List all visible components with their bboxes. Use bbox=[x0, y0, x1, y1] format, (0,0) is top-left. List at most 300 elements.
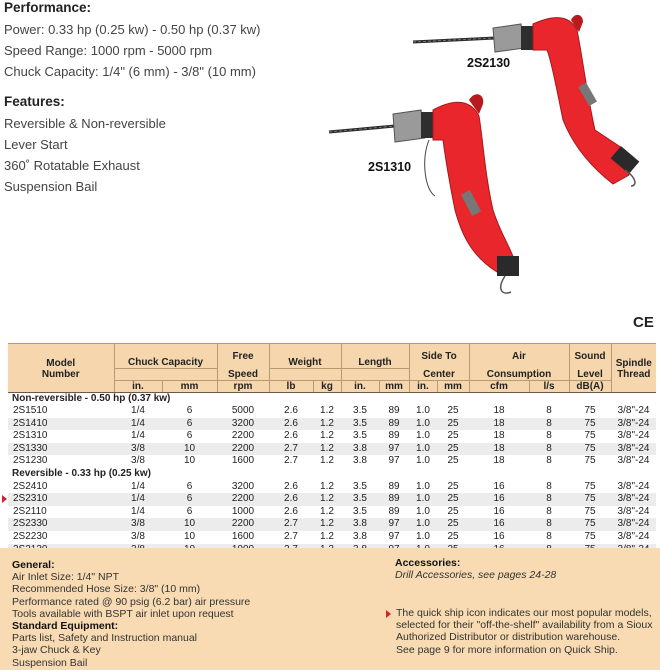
table-cell bbox=[437, 481, 469, 494]
table-cell bbox=[529, 493, 569, 506]
quick-ship-icon bbox=[386, 610, 391, 618]
col-header-model-sub: Number bbox=[8, 369, 114, 381]
cell-value: 1.0 bbox=[416, 493, 430, 505]
cell-value: 1.0 bbox=[416, 518, 430, 530]
table-cell bbox=[469, 455, 529, 468]
cell-value: 2.6 bbox=[284, 505, 298, 517]
table-cell bbox=[379, 405, 409, 418]
col-header-spindle-sub: Thread bbox=[611, 369, 656, 381]
table-cell bbox=[469, 481, 529, 494]
table-cell bbox=[437, 506, 469, 519]
cell-value: 75 bbox=[584, 518, 596, 530]
table-cell bbox=[529, 481, 569, 494]
quick-ship-line: See page 9 for more information on Quick Ship. bbox=[396, 643, 618, 656]
unit-header: in. bbox=[114, 380, 162, 392]
cell-value: 18 bbox=[493, 455, 505, 467]
cell-value: 1.2 bbox=[320, 442, 334, 454]
col-header-free-speed: Free bbox=[217, 344, 269, 369]
table-cell bbox=[217, 418, 269, 431]
cell-value: 1/4 bbox=[131, 493, 145, 505]
ce-mark: CE bbox=[633, 314, 654, 331]
cell-value: 3200 bbox=[231, 417, 255, 429]
feature-line: Suspension Bail bbox=[4, 179, 98, 194]
cell-value: 1.0 bbox=[416, 531, 430, 543]
table-cell bbox=[529, 455, 569, 468]
model-number-cell bbox=[8, 455, 114, 468]
cell-value: 1.2 bbox=[320, 505, 334, 517]
table-cell bbox=[569, 455, 611, 468]
cell-value: 25 bbox=[447, 442, 459, 454]
table-cell bbox=[217, 518, 269, 531]
cell-value: 89 bbox=[388, 480, 400, 492]
model-number: 2S1310 bbox=[13, 430, 48, 442]
table-cell bbox=[313, 506, 341, 519]
table-cell bbox=[469, 518, 529, 531]
unit-header: kg bbox=[313, 380, 341, 392]
table-cell bbox=[114, 481, 162, 494]
cell-value: 6 bbox=[186, 493, 193, 505]
model-number-cell bbox=[8, 418, 114, 431]
product-illustration bbox=[325, 0, 660, 310]
table-cell bbox=[114, 443, 162, 456]
table-cell bbox=[162, 481, 217, 494]
table-cell bbox=[217, 493, 269, 506]
feature-line: Reversible & Non-reversible bbox=[4, 116, 166, 131]
cell-value: 8 bbox=[546, 531, 552, 543]
cell-value: 75 bbox=[584, 405, 596, 417]
cell-value: 75 bbox=[584, 531, 596, 543]
table-cell bbox=[469, 430, 529, 443]
cell-value: 97 bbox=[388, 518, 400, 530]
cell-value: 89 bbox=[388, 417, 400, 429]
cell-value: 3/8"-24 bbox=[617, 518, 650, 530]
table-cell bbox=[162, 518, 217, 531]
equipment-heading: Standard Equipment: bbox=[12, 620, 119, 633]
quick-ship-line: Authorized Distributor or distribution warehouse. bbox=[396, 631, 621, 644]
accessories-heading: Accessories: bbox=[395, 557, 461, 569]
table-cell bbox=[469, 531, 529, 544]
cell-value: 3.5 bbox=[353, 505, 367, 517]
table-cell bbox=[437, 531, 469, 544]
col-header-free-speed-sub: Speed bbox=[217, 369, 269, 381]
cell-value: 2.6 bbox=[284, 430, 298, 442]
cell-value: 8 bbox=[546, 405, 552, 417]
cell-value: 1.2 bbox=[320, 518, 334, 530]
col-header-spindle: Spindle bbox=[611, 344, 656, 369]
col-header-chuck: Chuck Capacity bbox=[114, 344, 217, 369]
cell-value: 1.0 bbox=[416, 417, 430, 429]
model-number: 2S2410 bbox=[13, 480, 48, 492]
table-cell bbox=[409, 443, 437, 456]
table-cell bbox=[529, 518, 569, 531]
table-cell bbox=[341, 443, 379, 456]
table-row bbox=[8, 430, 656, 443]
cell-value: 8 bbox=[546, 442, 552, 454]
cell-value: 2.6 bbox=[284, 480, 298, 492]
cell-value: 25 bbox=[447, 405, 459, 417]
cell-value: 10 bbox=[183, 518, 196, 530]
quick-ship-note bbox=[396, 607, 652, 656]
cell-value: 8 bbox=[546, 505, 552, 517]
general-section bbox=[12, 559, 250, 669]
table-cell bbox=[341, 405, 379, 418]
table-cell bbox=[162, 493, 217, 506]
length-spacer bbox=[341, 369, 409, 381]
table-cell bbox=[611, 518, 656, 531]
cell-value: 18 bbox=[493, 442, 505, 454]
table-cell bbox=[269, 430, 313, 443]
table-cell bbox=[269, 506, 313, 519]
cell-value: 1.0 bbox=[416, 405, 430, 417]
cell-value: 3/8 bbox=[131, 442, 145, 454]
table-cell bbox=[379, 493, 409, 506]
cell-value: 2200 bbox=[231, 442, 255, 454]
cell-value: 75 bbox=[584, 505, 596, 517]
cell-value: 3/8"-24 bbox=[617, 430, 650, 442]
cell-value: 2.6 bbox=[284, 417, 298, 429]
cell-value: 16 bbox=[493, 531, 505, 543]
table-cell bbox=[114, 405, 162, 418]
table-cell bbox=[269, 405, 313, 418]
cell-value: 3/8"-24 bbox=[617, 417, 650, 429]
cell-value: 10 bbox=[183, 455, 196, 467]
cell-value: 75 bbox=[584, 442, 596, 454]
model-number-cell bbox=[8, 493, 114, 506]
unit-header: lb bbox=[269, 380, 313, 392]
cell-value: 97 bbox=[388, 455, 400, 467]
model-number-cell bbox=[8, 518, 114, 531]
col-header-side: Side To bbox=[409, 344, 469, 369]
cell-value: 1.0 bbox=[416, 430, 430, 442]
col-header-sound-sub: Level bbox=[569, 369, 611, 381]
cell-value: 10 bbox=[183, 531, 196, 543]
accessories-line: Drill Accessories, see pages 24-28 bbox=[395, 569, 557, 582]
cell-value: 3.8 bbox=[353, 518, 367, 530]
table-cell bbox=[162, 455, 217, 468]
col-header-side-sub: Center bbox=[409, 369, 469, 381]
cell-value: 18 bbox=[493, 417, 505, 429]
cell-value: 8 bbox=[546, 455, 552, 467]
table-cell bbox=[313, 531, 341, 544]
table-cell bbox=[379, 481, 409, 494]
table-cell bbox=[611, 455, 656, 468]
unit-spacer bbox=[611, 380, 656, 392]
table-cell bbox=[611, 405, 656, 418]
feature-line: 360˚ Rotatable Exhaust bbox=[4, 158, 140, 173]
table-cell bbox=[611, 531, 656, 544]
cell-value: 3/8 bbox=[131, 455, 145, 467]
table-cell bbox=[611, 430, 656, 443]
col-header-model: Model bbox=[8, 344, 114, 369]
model-number-cell bbox=[8, 506, 114, 519]
table-cell bbox=[409, 493, 437, 506]
col-header-air: Air bbox=[469, 344, 569, 369]
table-row bbox=[8, 531, 656, 544]
cell-value: 89 bbox=[388, 430, 400, 442]
model-number-cell bbox=[8, 481, 114, 494]
table-cell bbox=[529, 405, 569, 418]
cell-value: 2.7 bbox=[284, 455, 298, 467]
table-cell bbox=[569, 506, 611, 519]
cell-value: 5000 bbox=[231, 405, 255, 417]
col-header-sound: Sound bbox=[569, 344, 611, 369]
table-cell bbox=[114, 430, 162, 443]
table-cell bbox=[269, 455, 313, 468]
cell-value: 75 bbox=[584, 493, 596, 505]
cell-value: 1600 bbox=[231, 455, 255, 467]
cell-value: 1.2 bbox=[320, 405, 334, 417]
unit-header: rpm bbox=[217, 380, 269, 392]
table-cell bbox=[313, 455, 341, 468]
table-cell bbox=[437, 518, 469, 531]
table-cell bbox=[469, 405, 529, 418]
cell-value: 2.7 bbox=[284, 442, 298, 454]
table-cell bbox=[114, 493, 162, 506]
table-cell bbox=[437, 455, 469, 468]
table-cell bbox=[569, 481, 611, 494]
table-cell bbox=[569, 430, 611, 443]
drill-2s1310-image bbox=[329, 94, 519, 293]
table-cell bbox=[114, 531, 162, 544]
model-number: 2S1330 bbox=[13, 442, 48, 454]
table-cell bbox=[217, 405, 269, 418]
accessories-section bbox=[395, 557, 556, 581]
cell-value: 16 bbox=[493, 480, 505, 492]
cell-value: 2200 bbox=[231, 430, 255, 442]
table-cell bbox=[162, 531, 217, 544]
chuck-spacer bbox=[114, 369, 217, 381]
table-cell bbox=[341, 506, 379, 519]
table-cell bbox=[469, 418, 529, 431]
cell-value: 3.5 bbox=[353, 417, 367, 429]
cell-value: 8 bbox=[546, 493, 552, 505]
table-cell bbox=[437, 443, 469, 456]
table-cell bbox=[313, 493, 341, 506]
table-cell bbox=[114, 455, 162, 468]
group-header-row bbox=[8, 392, 656, 405]
cell-value: 2200 bbox=[231, 493, 255, 505]
table-cell bbox=[529, 430, 569, 443]
cell-value: 3/8"-24 bbox=[617, 405, 650, 417]
table-cell bbox=[269, 531, 313, 544]
table-cell bbox=[611, 493, 656, 506]
table-row bbox=[8, 455, 656, 468]
table-cell bbox=[569, 518, 611, 531]
table-cell bbox=[341, 518, 379, 531]
table-cell bbox=[313, 443, 341, 456]
cell-value: 8 bbox=[546, 417, 552, 429]
cell-value: 3.8 bbox=[353, 455, 367, 467]
table-cell bbox=[217, 455, 269, 468]
table-cell bbox=[269, 518, 313, 531]
performance-heading: Performance: bbox=[4, 0, 92, 15]
table-row bbox=[8, 405, 656, 418]
cell-value: 3.8 bbox=[353, 442, 367, 454]
table-cell bbox=[379, 531, 409, 544]
cell-value: 25 bbox=[447, 455, 459, 467]
table-cell bbox=[569, 418, 611, 431]
table-cell bbox=[217, 531, 269, 544]
cell-value: 89 bbox=[388, 493, 400, 505]
table-cell bbox=[313, 430, 341, 443]
table-cell bbox=[162, 506, 217, 519]
table-cell bbox=[611, 506, 656, 519]
table-cell bbox=[162, 430, 217, 443]
cell-value: 25 bbox=[447, 417, 459, 429]
cell-value: 3/8"-24 bbox=[617, 480, 650, 492]
table-cell bbox=[217, 506, 269, 519]
cell-value: 89 bbox=[388, 505, 400, 517]
quick-ship-icon bbox=[2, 495, 7, 503]
table-cell bbox=[569, 531, 611, 544]
model-number: 2S1510 bbox=[13, 405, 48, 417]
table-cell bbox=[313, 418, 341, 431]
col-header-weight: Weight bbox=[269, 344, 341, 369]
drill-images bbox=[325, 0, 660, 310]
equipment-line: 3-jaw Chuck & Key bbox=[12, 644, 101, 657]
table-cell bbox=[269, 418, 313, 431]
cell-value: 75 bbox=[584, 430, 596, 442]
table-cell bbox=[379, 443, 409, 456]
cell-value: 3/8"-24 bbox=[617, 505, 650, 517]
table-cell bbox=[114, 518, 162, 531]
cell-value: 1.2 bbox=[320, 455, 334, 467]
cell-value: 75 bbox=[584, 417, 596, 429]
table-cell bbox=[379, 455, 409, 468]
table-cell bbox=[341, 418, 379, 431]
table-cell bbox=[341, 430, 379, 443]
performance-line: Power: 0.33 hp (0.25 kw) - 0.50 hp (0.37 kw) bbox=[4, 22, 261, 37]
cell-value: 1/4 bbox=[131, 505, 145, 517]
cell-value: 25 bbox=[447, 430, 459, 442]
table-row bbox=[8, 506, 656, 519]
features-heading: Features: bbox=[4, 94, 65, 109]
cell-value: 8 bbox=[546, 430, 552, 442]
cell-value: 1/4 bbox=[131, 417, 145, 429]
cell-value: 25 bbox=[447, 518, 459, 530]
table-cell bbox=[409, 405, 437, 418]
table-cell bbox=[162, 443, 217, 456]
model-number-cell bbox=[8, 531, 114, 544]
table-cell bbox=[379, 506, 409, 519]
unit-header: in. bbox=[409, 380, 437, 392]
table-cell bbox=[341, 531, 379, 544]
model-number: 2S1230 bbox=[13, 455, 48, 467]
cell-value: 25 bbox=[447, 505, 459, 517]
cell-value: 1000 bbox=[231, 505, 255, 517]
table-cell bbox=[313, 481, 341, 494]
general-line: Air Inlet Size: 1/4" NPT bbox=[12, 571, 120, 584]
table-cell bbox=[611, 481, 656, 494]
table-cell bbox=[409, 430, 437, 443]
model-number: 2S2330 bbox=[13, 518, 48, 530]
cell-value: 3.5 bbox=[353, 493, 367, 505]
table-cell bbox=[162, 405, 217, 418]
cell-value: 1/4 bbox=[131, 480, 145, 492]
cell-value: 18 bbox=[493, 430, 505, 442]
model-number-cell bbox=[8, 443, 114, 456]
table-cell bbox=[469, 506, 529, 519]
cell-value: 6 bbox=[186, 505, 193, 517]
cell-value: 3/8"-24 bbox=[617, 455, 650, 467]
table-cell bbox=[379, 418, 409, 431]
cell-value: 3/8 bbox=[131, 518, 145, 530]
cell-value: 1.2 bbox=[320, 430, 334, 442]
unit-header: mm bbox=[379, 380, 409, 392]
table-cell bbox=[611, 443, 656, 456]
unit-header: mm bbox=[162, 380, 217, 392]
table-cell bbox=[569, 405, 611, 418]
cell-value: 1.0 bbox=[416, 442, 430, 454]
cell-value: 1.2 bbox=[320, 493, 334, 505]
general-heading: General: bbox=[12, 559, 55, 571]
cell-value: 75 bbox=[584, 480, 596, 492]
equipment-line: Suspension Bail bbox=[12, 656, 88, 669]
table-cell bbox=[114, 418, 162, 431]
table-cell bbox=[409, 531, 437, 544]
specs-section bbox=[4, 0, 324, 197]
cell-value: 16 bbox=[493, 505, 505, 517]
cell-value: 1/4 bbox=[131, 405, 145, 417]
table-cell bbox=[437, 430, 469, 443]
table-cell bbox=[217, 443, 269, 456]
table-cell bbox=[313, 405, 341, 418]
unit-header: mm bbox=[437, 380, 469, 392]
cell-value: 2.7 bbox=[284, 518, 298, 530]
table-cell bbox=[469, 443, 529, 456]
quick-ship-line: selected for their "off-the-shelf" availability from a Sioux bbox=[396, 619, 653, 632]
cell-value: 1.0 bbox=[416, 455, 430, 467]
general-line: Tools available with BSPT air inlet upon request bbox=[12, 607, 234, 620]
unit-spacer bbox=[8, 380, 114, 392]
cell-value: 3/8"-24 bbox=[617, 442, 650, 454]
table-cell bbox=[269, 443, 313, 456]
table-cell bbox=[437, 493, 469, 506]
group-title: Reversible - 0.33 hp (0.25 kw) bbox=[12, 468, 151, 480]
cell-value: 3.5 bbox=[353, 430, 367, 442]
cell-value: 1.2 bbox=[320, 531, 334, 543]
table-cell bbox=[409, 455, 437, 468]
model-number-cell bbox=[8, 405, 114, 418]
table-cell bbox=[409, 506, 437, 519]
weight-spacer bbox=[269, 369, 341, 381]
model-number: 2S2310 bbox=[13, 493, 48, 505]
model-label: 2S1310 bbox=[368, 160, 412, 174]
table-cell bbox=[217, 430, 269, 443]
spec-table-body bbox=[8, 392, 656, 556]
cell-value: 3200 bbox=[231, 480, 255, 492]
footer-panel bbox=[0, 548, 660, 670]
cell-value: 2.6 bbox=[284, 493, 298, 505]
table-cell bbox=[437, 418, 469, 431]
table-cell bbox=[162, 418, 217, 431]
feature-line: Lever Start bbox=[4, 137, 68, 152]
table-cell bbox=[269, 481, 313, 494]
table-cell bbox=[611, 418, 656, 431]
cell-value: 16 bbox=[493, 518, 505, 530]
cell-value: 6 bbox=[186, 417, 193, 429]
cell-value: 3/8 bbox=[131, 531, 145, 543]
table-cell bbox=[529, 443, 569, 456]
cell-value: 3.8 bbox=[353, 531, 367, 543]
cell-value: 18 bbox=[493, 405, 505, 417]
cell-value: 8 bbox=[546, 518, 552, 530]
cell-value: 1.2 bbox=[320, 480, 334, 492]
cell-value: 1.0 bbox=[416, 505, 430, 517]
table-cell bbox=[313, 518, 341, 531]
cell-value: 2.6 bbox=[284, 405, 298, 417]
table-cell bbox=[409, 518, 437, 531]
